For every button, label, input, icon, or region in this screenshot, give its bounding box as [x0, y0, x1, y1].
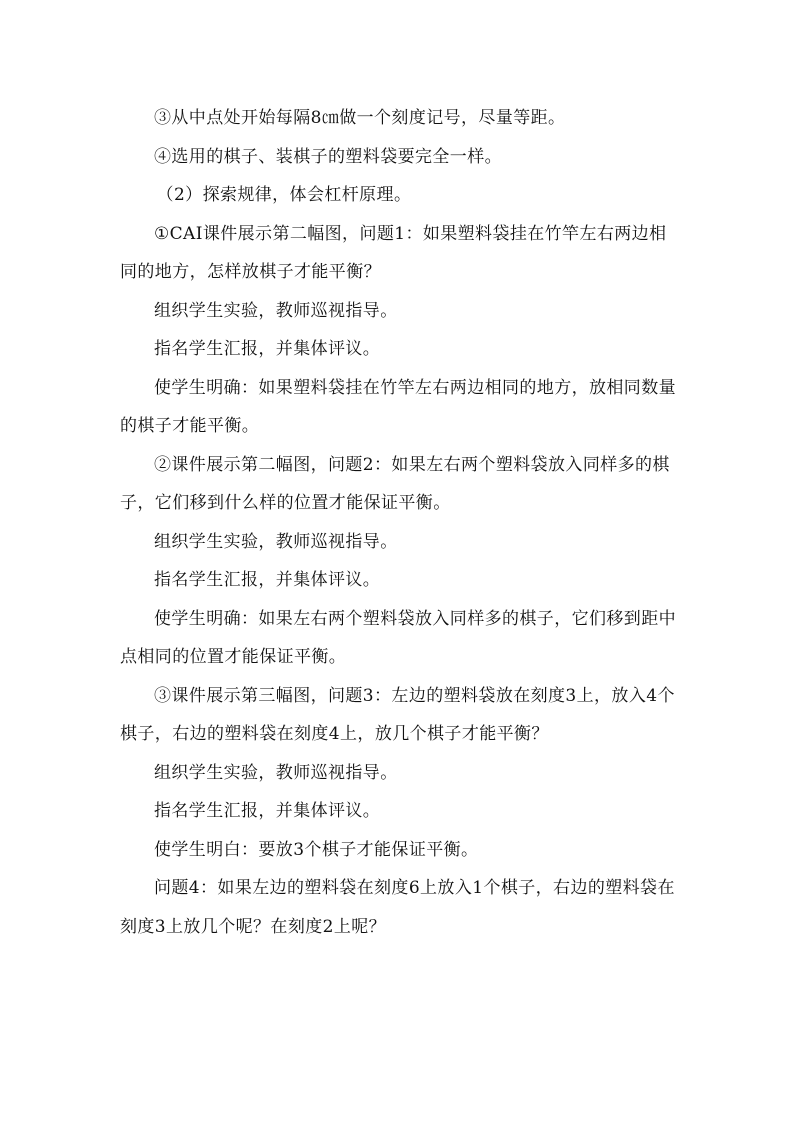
paragraph-report-3: 指名学生汇报，并集体评议。 [154, 801, 381, 821]
paragraph-report-2: 指名学生汇报，并集体评议。 [154, 570, 381, 590]
paragraph-question-4: 问题4：如果左边的塑料袋在刻度6上放入1个棋子，右边的塑料袋在刻度3上放几个呢？在刻度2上呢？ [120, 878, 675, 937]
paragraph-question-2: ②课件展示第二幅图，问题2：如果左右两个塑料袋放入同样多的棋子，它们移到什么样的位置才能保证平衡。 [120, 454, 670, 513]
paragraph-organize-2: 组织学生实验，教师巡视指导。 [154, 531, 398, 552]
section-heading-explore: （2）探索规律，体会杠杆原理。 [156, 185, 412, 205]
paragraph-organize-3: 组织学生实验，教师巡视指导。 [154, 762, 398, 783]
paragraph-report-1: 指名学生汇报，并集体评议。 [154, 339, 381, 359]
paragraph-conclusion-1: 使学生明确：如果塑料袋挂在竹竿左右两边相同的地方，放相同数量的棋子才能平衡。 [120, 377, 676, 436]
paragraph-organize-1: 组织学生实验，教师巡视指导。 [154, 300, 398, 321]
paragraph-step-4-materials: ④选用的棋子、装棋子的塑料袋要完全一样。 [154, 146, 502, 167]
paragraph-question-1: ①CAI课件展示第二幅图，问题1：如果塑料袋挂在竹竿左右两边相同的地方，怎样放棋子才能平衡？ [120, 223, 667, 282]
paragraph-step-3-marks: ③从中点处开始每隔8㎝做一个刻度记号，尽量等距。 [154, 108, 566, 128]
paragraph-conclusion-2: 使学生明确：如果左右两个塑料袋放入同样多的棋子，它们移到距中点相同的位置才能保证平衡。 [120, 608, 676, 667]
paragraph-conclusion-3: 使学生明白：要放3个棋子才能保证平衡。 [154, 839, 479, 860]
document-body [120, 99, 680, 946]
paragraph-question-3: ③课件展示第三幅图，问题3：左边的塑料袋放在刻度3上，放入4个棋子，右边的塑料袋在刻度4上，放几个棋子才能平衡？ [120, 685, 675, 744]
